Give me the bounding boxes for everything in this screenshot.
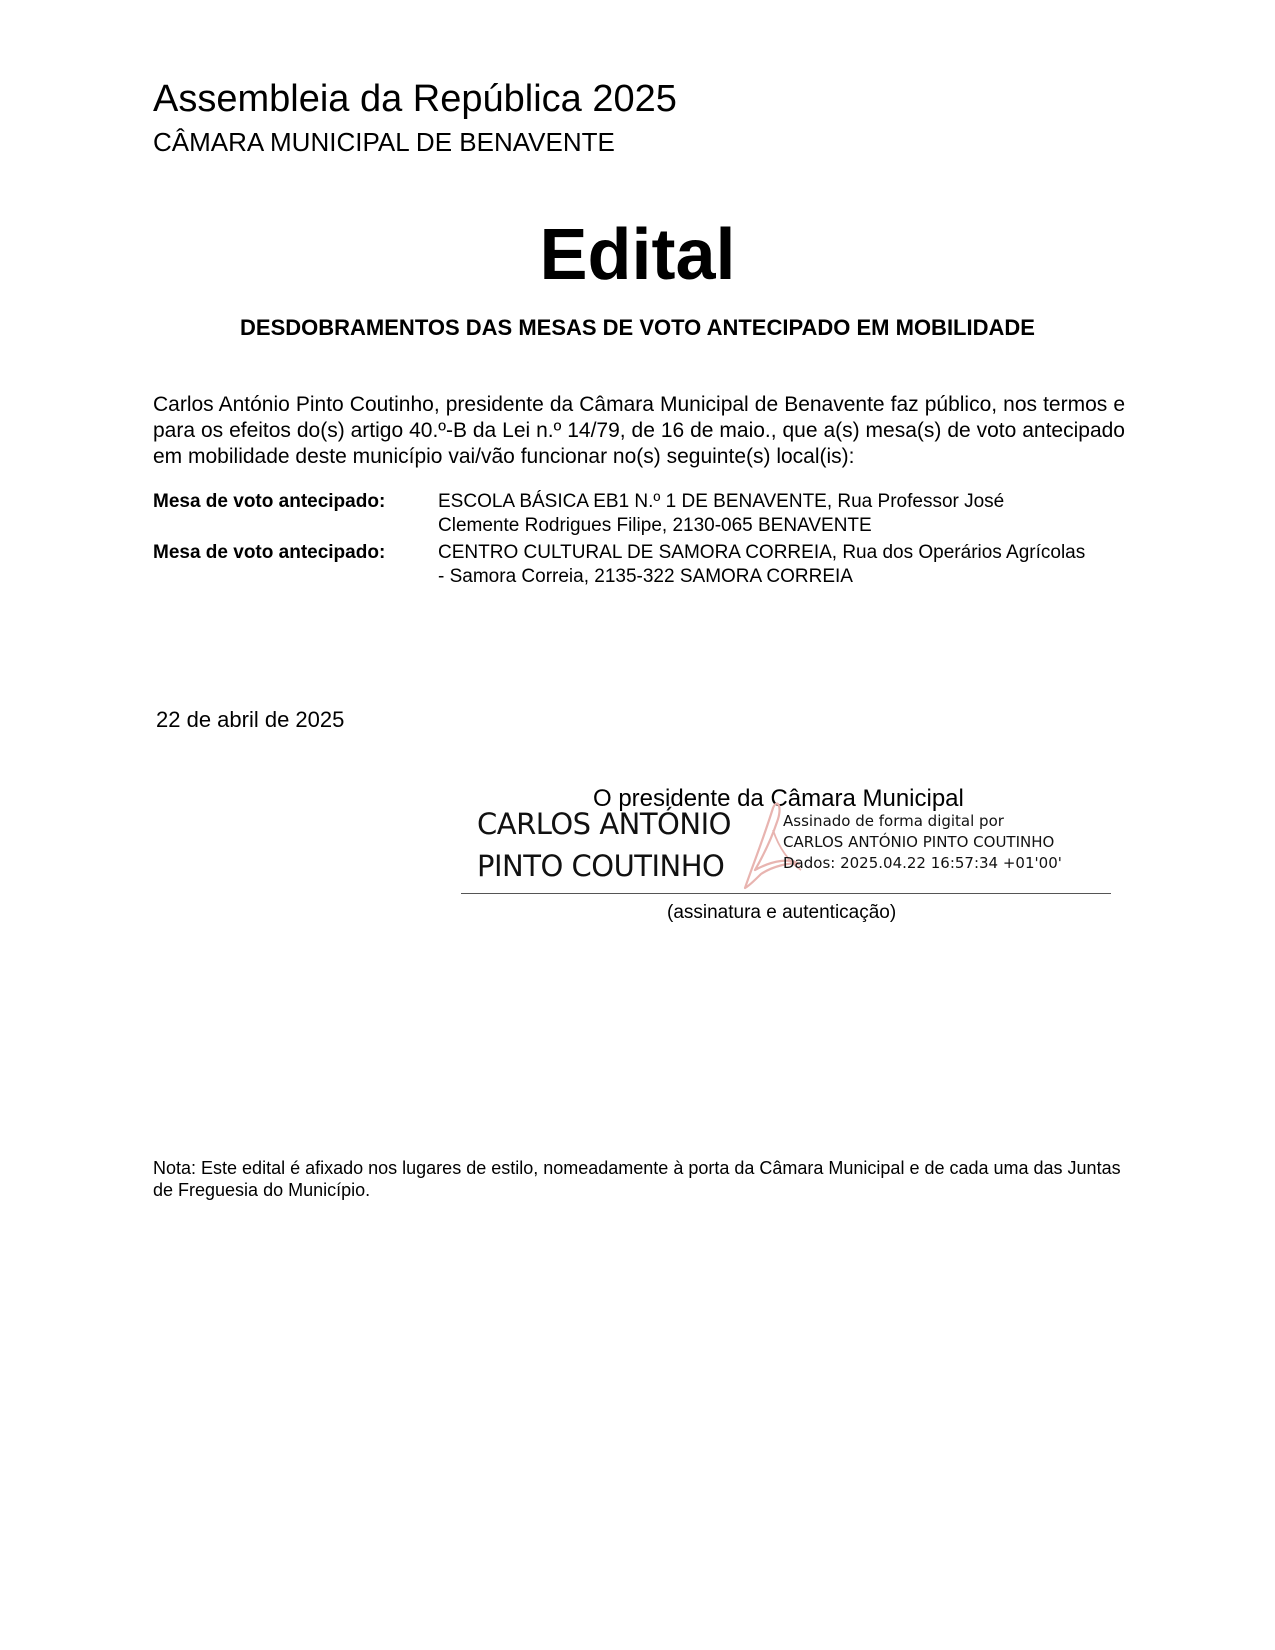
- mesa-location: ESCOLA BÁSICA EB1 N.º 1 DE BENAVENTE, Rua Professor José Clemente Rodrigues Filipe, 2130-065 BENAVENTE: [438, 491, 1005, 536]
- intro-paragraph: Carlos António Pinto Coutinho, presidente da Câmara Municipal de Benavente faz público, nos termos e para os efeitos do(s) artigo 40.º-B da Lei n.º 14/79, de 16 de maio., que a(s) mesa(s) de voto antecipado em mobilidade deste município vai/vão funcionar no(s) seguinte(s) local(is):: [153, 393, 1125, 468]
- document-date: 22 de abril de 2025: [156, 707, 345, 732]
- mesa-entry: [153, 541, 1103, 591]
- mesa-label: Mesa de voto antecipado:: [153, 491, 386, 512]
- document-title: Edital: [539, 215, 736, 295]
- signature-line: [461, 893, 1111, 894]
- document-subtitle: DESDOBRAMENTOS DAS MESAS DE VOTO ANTECIPADO EM MOBILIDADE: [240, 315, 1035, 340]
- signer-name-line: CARLOS ANTÓNIO: [477, 807, 731, 841]
- digital-signature-stamp: [783, 811, 1062, 874]
- mesa-entry: [153, 490, 1103, 540]
- signer-name-line: PINTO COUTINHO: [477, 849, 725, 883]
- stamp-line: CARLOS ANTÓNIO PINTO COUTINHO: [783, 833, 1055, 851]
- mesa-label: Mesa de voto antecipado:: [153, 542, 386, 563]
- signature-subcaption: (assinatura e autenticação): [667, 902, 897, 923]
- municipality-name: CÂMARA MUNICIPAL DE BENAVENTE: [153, 127, 615, 157]
- mesa-location: CENTRO CULTURAL DE SAMORA CORREIA, Rua dos Operários Agrícolas - Samora Correia, 2135-322 SAMORA CORREIA: [438, 542, 1086, 587]
- stamp-line: Dados: 2025.04.22 16:57:34 +01'00': [783, 854, 1062, 872]
- signer-name: [477, 803, 731, 887]
- footnote: Nota: Este edital é afixado nos lugares de estilo, nomeadamente à porta da Câmara Municipal e de cada uma das Juntas de Freguesia do Município.: [153, 1158, 1121, 1200]
- election-title: Assembleia da República 2025: [153, 78, 677, 120]
- signature-caption: O presidente da Câmara Municipal: [593, 785, 964, 812]
- stamp-line: Assinado de forma digital por: [783, 812, 1004, 830]
